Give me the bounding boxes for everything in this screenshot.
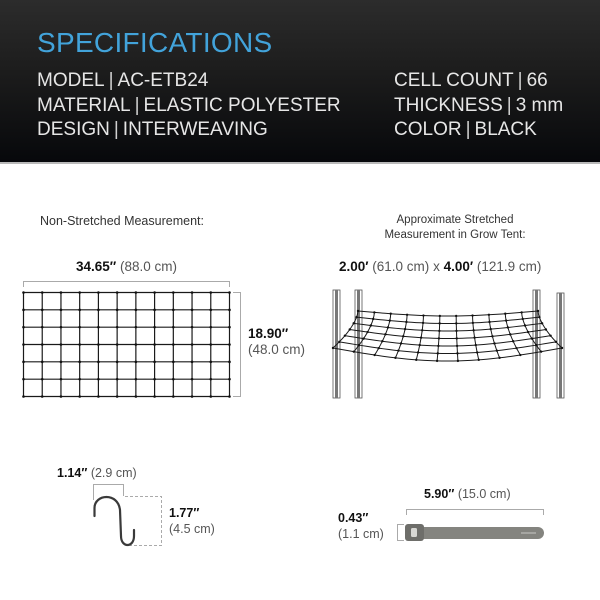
stretched-width-ft: 2.00′ [339,259,369,274]
non-stretched-heading: Non-Stretched Measurement: [40,214,204,228]
stretched-heading-line2: Measurement in Grow Tent: [384,229,526,241]
hook-height-bracket [125,497,162,546]
velcro-strap-icon [405,524,544,541]
net-height-inches: 18.90″ [248,326,289,341]
hook-width-inches: 1.14″ [57,466,88,480]
spec-label: COLOR [394,119,462,140]
separator: | [113,119,119,140]
separator: | [134,95,140,116]
spec-label: MATERIAL [37,95,131,116]
separator: | [517,70,523,91]
stretched-width-cm: (61.0 cm) [372,259,430,274]
stretched-length-ft: 4.00′ [443,259,474,274]
spec-label: CELL COUNT [394,70,514,91]
strap-width-inches: 0.43″ [338,511,369,525]
hook-height-cm: (4.5 cm) [169,522,215,536]
net-width-bracket [24,282,230,288]
strap-length-bracket [407,510,544,516]
pole-icon [355,290,362,398]
hook-height-inches: 1.77″ [169,506,200,520]
net-width-cm: (88.0 cm) [120,259,178,274]
spec-value: 66 [526,70,548,91]
strap-length-cm: (15.0 cm) [457,487,511,501]
spec-value: 3 mm [515,95,564,116]
flat-net-grid [22,291,231,398]
spec-value: BLACK [474,119,537,140]
spec-label: DESIGN [37,119,110,140]
separator: | [506,95,512,116]
tent-poles [333,290,564,398]
net-height-bracket [233,293,241,397]
strap-length-inches: 5.90″ [424,487,455,501]
strap-width-bracket [398,525,405,541]
spec-label: MODEL [37,70,105,91]
separator: | [465,119,471,140]
separator: | [108,70,114,91]
page-title: SPECIFICATIONS [37,27,273,58]
stretched-length-cm: (121.9 cm) [476,259,542,274]
strap-width-cm: (1.1 cm) [338,527,384,541]
pole-icon [557,293,564,398]
spec-value: AC-ETB24 [117,70,209,91]
spec-value: ELASTIC POLYESTER [143,95,341,116]
net-width-inches: 34.65″ [76,259,117,274]
times-sign: x [433,259,440,274]
stretched-heading-line1: Approximate Stretched [396,214,514,226]
spec-value: INTERWEAVING [122,119,268,140]
net-height-cm: (48.0 cm) [248,342,306,357]
hook-width-cm: (2.9 cm) [90,466,137,480]
s-hook-icon [95,497,135,545]
spec-label: THICKNESS [394,95,503,116]
stretched-net [332,310,563,362]
